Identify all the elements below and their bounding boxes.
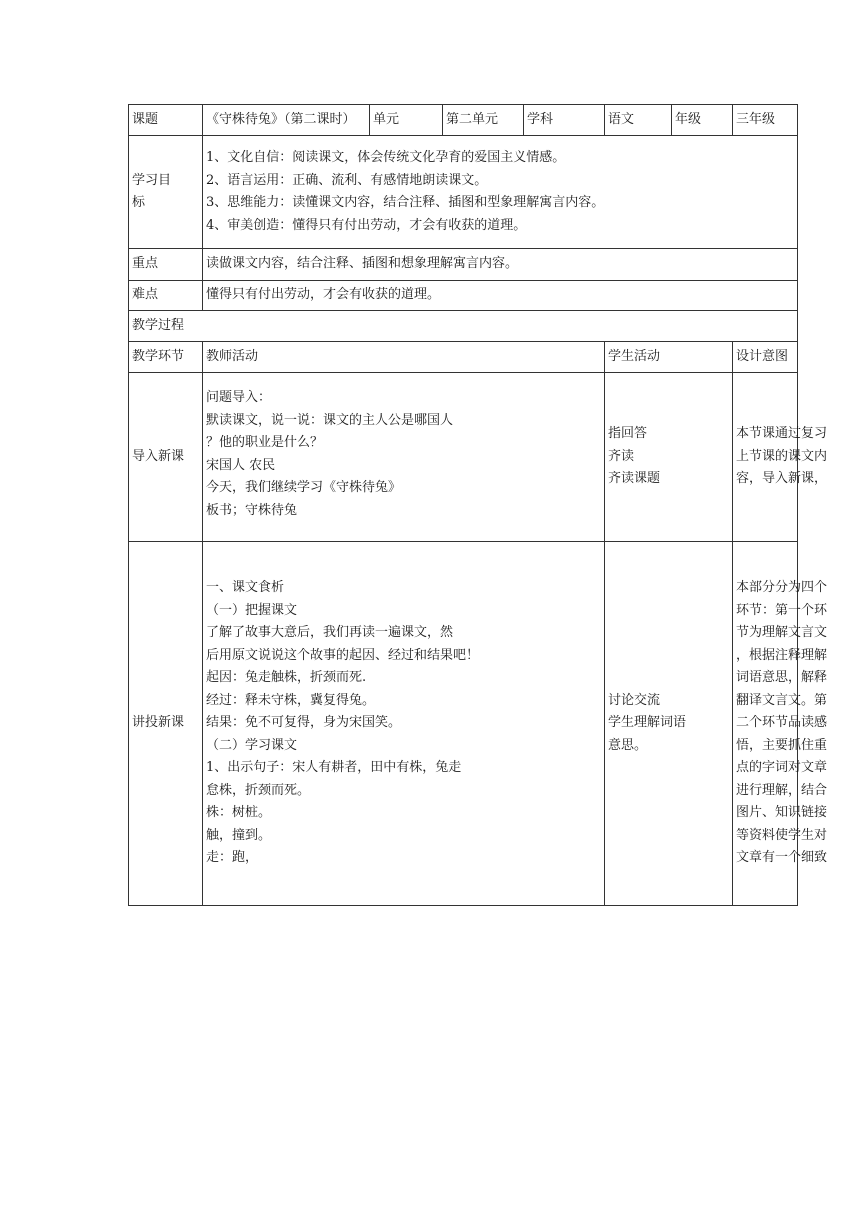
design-line: 悟，主要抓住重	[736, 737, 828, 753]
design-line: 词语意思，解释	[736, 670, 828, 686]
student-line: 齐读	[608, 448, 635, 464]
teacher-line: 一、课文食析	[206, 580, 285, 596]
col-design: 设计意图	[733, 342, 798, 373]
goal-item: 2、语言运用：正确、流利、有感情地朗读课文。	[206, 172, 488, 188]
teacher-line: 怠株，折颈而死。	[206, 782, 311, 798]
design-line: 节为理解文言文	[736, 625, 828, 641]
design-line: 上节课的课文内	[736, 448, 828, 464]
design-line: 进行理解，结合	[736, 782, 828, 798]
header-row	[129, 105, 798, 136]
goal-item: 1、文化自信：阅读课文，体会传统文化孕育的爱国主义情感。	[206, 150, 566, 165]
table-row	[129, 373, 798, 542]
goals-row	[129, 136, 798, 249]
teacher-line: ？他的职业是什么？	[206, 435, 324, 450]
goal-item: 4、审美创造：懂得只有付出劳动，才会有收获的道理。	[206, 217, 527, 233]
teacher-line: 起因：兔走触株，折颈而死.	[206, 670, 367, 686]
teacher-line: 默读课文，说一说：课文的主人公是哪国人	[206, 412, 454, 428]
teacher-line: 问题导入：	[206, 390, 272, 405]
teacher-line: 走：跑，	[206, 850, 259, 866]
key-point-text: 读做课文内容，结合注释、插图和想象理解寓言内容。	[203, 249, 798, 281]
difficulty-label: 难点	[129, 281, 203, 311]
teacher-line: 结果：免不可复得，身为宋国笑。	[206, 715, 402, 731]
design-line: 本部分分为四个	[736, 580, 828, 596]
key-point-label: 重点	[129, 249, 203, 281]
table-row	[129, 542, 798, 906]
subject-value: 语文	[605, 105, 672, 136]
col-stage: 教学环节	[129, 342, 203, 373]
teacher-line: 了解了故事大意后，我们再读一遍课文，然	[206, 625, 454, 641]
teacher-line: 触，撞到。	[206, 827, 272, 843]
column-header-row	[129, 342, 798, 373]
teacher-cell	[203, 542, 605, 906]
col-teacher: 教师活动	[203, 342, 605, 373]
design-line: 文章有一个细致	[736, 850, 828, 866]
design-line: 二个环节品读感	[736, 715, 828, 731]
teacher-line: 经过：释未守株，冀复得兔。	[206, 692, 376, 708]
goals-label: 学习目标	[129, 136, 203, 249]
teacher-line: 1、出示句子：宋人有耕者，田中有株，兔走	[206, 760, 462, 776]
student-line: 齐读课题	[608, 471, 661, 487]
topic-label: 课题	[129, 105, 203, 136]
teacher-line: 株：树桩。	[206, 805, 272, 821]
student-line: 意思。	[608, 737, 648, 753]
design-line: 环节：第一个环	[736, 602, 828, 618]
design-cell	[733, 373, 828, 542]
key-point-row	[129, 249, 798, 281]
teacher-line: 宋国人 农民	[206, 457, 276, 473]
grade-value: 三年级	[733, 105, 798, 136]
design-line: 翻译文言文。第	[736, 692, 828, 708]
design-line: 容，导入新课，	[736, 471, 828, 487]
teacher-line: 今天，我们继续学习《守株待兔》	[206, 480, 402, 495]
grade-label: 年级	[672, 105, 733, 136]
stage-cell: 导入新课	[129, 373, 203, 542]
design-line: 点的字词对文章	[736, 760, 828, 776]
subject-label: 学科	[524, 105, 605, 136]
teacher-line: 板书；守株待兔	[206, 502, 298, 518]
teacher-line: 后用原文说说这个故事的起因、经过和结果吧！	[206, 647, 480, 663]
design-line: ，根据注释理解	[736, 647, 828, 663]
design-line: 等资料使学生对	[736, 827, 828, 843]
teacher-cell	[203, 373, 605, 542]
student-cell	[605, 542, 733, 906]
process-title-row	[129, 311, 798, 342]
student-line: 指回答	[608, 426, 648, 442]
student-line: 讨论交流	[608, 692, 661, 708]
student-line: 学生理解词语	[608, 715, 687, 731]
goals-list	[203, 136, 798, 249]
student-cell	[605, 373, 733, 542]
process-title: 教学过程	[129, 311, 798, 342]
design-cell	[733, 542, 828, 906]
teacher-line: （一）把握课文	[206, 602, 298, 618]
design-line: 图片、知识链接	[736, 805, 828, 821]
goal-item: 3、思维能力：读懂课文内容，结合注释、插图和型象理解寓言内容。	[206, 195, 605, 210]
lesson-plan-table	[128, 104, 828, 906]
stage-cell: 讲投新课	[129, 542, 203, 906]
teacher-line: （二）学习课文	[206, 737, 298, 753]
difficulty-text: 懂得只有付出劳动，才会有收获的道理。	[203, 281, 798, 311]
design-line: 本节课通过复习	[736, 426, 828, 442]
topic-value: 《守株待兔》（第二课时）	[203, 105, 370, 136]
difficulty-row	[129, 281, 798, 311]
unit-value: 第二单元	[443, 105, 524, 136]
col-student: 学生活动	[605, 342, 733, 373]
unit-label: 单元	[370, 105, 443, 136]
